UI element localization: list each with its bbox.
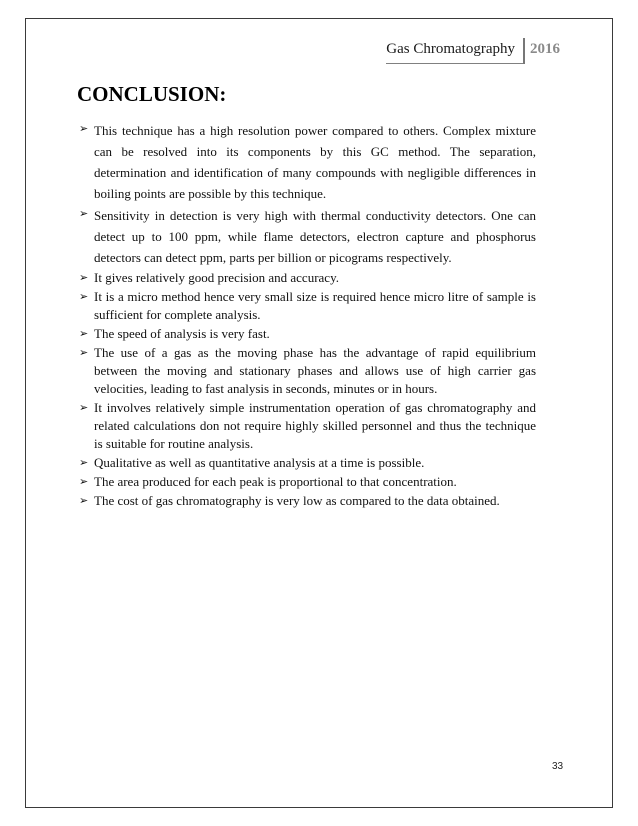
page-header [386,38,560,64]
list-item [79,120,536,204]
list-item-text: Sensitivity in detection is very high with thermal conductivity detectors. One can detect up to 100 ppm, while flame detectors, electron capture and phosphorus detectors can detect ppm, parts per billion or picograms respectively. [94,208,536,265]
list-item [79,269,536,287]
arrow-bullet-icon: ➢ [79,347,89,359]
arrow-bullet-icon: ➢ [79,328,89,340]
list-item-text: The cost of gas chromatography is very low as compared to the data obtained. [94,493,500,508]
arrow-bullet-icon: ➢ [79,402,89,414]
list-item [79,399,536,453]
list-item [79,288,536,324]
conclusion-list [79,120,536,511]
header-year: 2016 [530,41,560,57]
arrow-bullet-icon: ➢ [79,208,89,220]
list-item-text: Qualitative as well as quantitative analysis at a time is possible. [94,455,425,470]
list-item [79,205,536,268]
arrow-bullet-icon: ➢ [79,457,89,469]
list-item [79,454,536,472]
list-item [79,344,536,398]
list-item [79,325,536,343]
list-item [79,492,536,510]
list-item-text: It gives relatively good precision and accuracy. [94,270,339,285]
list-item-text: The area produced for each peak is proportional to that concentration. [94,474,457,489]
arrow-bullet-icon: ➢ [79,123,89,135]
section-heading: CONCLUSION: [77,82,227,106]
page-number: 33 [552,761,564,772]
list-item-text: It involves relatively simple instrumentation operation of gas chromatography and related calculations don not require highly skilled personnel and thus the technique is suitable for routine analysis. [94,400,536,451]
list-item [79,473,536,491]
list-item-text: The use of a gas as the moving phase has the advantage of rapid equilibrium between the moving and stationary phases and allows use of high carrier gas velocities, leading to fast analysis in seconds, minutes or in hours. [94,345,536,396]
arrow-bullet-icon: ➢ [79,476,89,488]
arrow-bullet-icon: ➢ [79,291,89,303]
list-item-text: The speed of analysis is very fast. [94,326,270,341]
arrow-bullet-icon: ➢ [79,495,89,507]
header-title: Gas Chromatography [386,38,523,64]
list-item-text: This technique has a high resolution power compared to others. Complex mixture can be resolved into its components by this GC method. The separation, determination and identification of many compounds with negligible differences in boiling points are possible by this technique. [94,123,536,201]
list-item-text: It is a micro method hence very small size is required hence micro litre of sample is sufficient for complete analysis. [94,289,536,322]
arrow-bullet-icon: ➢ [79,272,89,284]
